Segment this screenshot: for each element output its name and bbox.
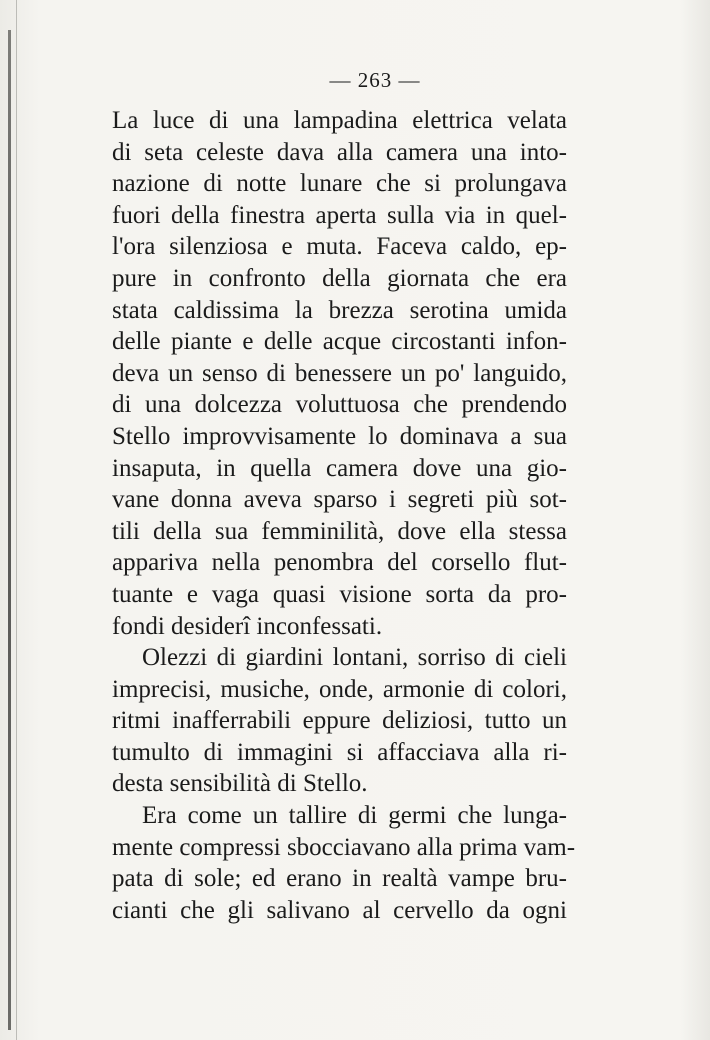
- text-line: tumulto di immagini si affacciava alla ri-: [112, 738, 567, 766]
- text-line: l'ora silenziosa e muta. Faceva caldo, ep-: [112, 233, 567, 261]
- binding-shadow: [16, 0, 17, 1040]
- text-line: deva un senso di benessere un po' languido,: [112, 359, 567, 387]
- text-line: ritmi inafferrabili eppure deliziosi, tutto un: [112, 707, 567, 735]
- paragraph-2: [112, 642, 567, 800]
- paragraph-1: [112, 105, 567, 642]
- text-line: appariva nella penombra del corsello flut-: [112, 549, 567, 577]
- text-line: fondi desiderî inconfessati.: [112, 612, 383, 640]
- text-line: stata caldissima la brezza serotina umida: [112, 296, 567, 324]
- text-line: Era come un tallire di germi che lunga-: [142, 802, 567, 830]
- page-number-text: — 263 —: [329, 68, 421, 92]
- text-line: Stello improvvisamente lo dominava a sua: [112, 422, 567, 450]
- text-line: insaputa, in quella camera dove una gio-: [112, 454, 567, 482]
- text-line: di una dolcezza voluttuosa che prendendo: [112, 391, 567, 419]
- text-line: pata di sole; ed erano in realtà vampe bru-: [112, 865, 567, 893]
- text-line: cianti che gli salivano al cervello da ogni: [112, 896, 567, 924]
- text-line: tili della sua femminilità, dove ella stessa: [112, 517, 567, 545]
- page-number: [0, 68, 710, 93]
- text-line: desta sensibilità di Stello.: [112, 770, 368, 798]
- body-text: [112, 105, 576, 926]
- text-line: tuante e vaga quasi visione sorta da pro-: [112, 580, 567, 608]
- text-line: delle piante e delle acque circostanti infon-: [112, 328, 567, 356]
- text-line: Olezzi di giardini lontani, sorriso di cieli: [142, 644, 567, 672]
- text-line: di seta celeste dava alla camera una into-: [112, 138, 567, 166]
- text-line: imprecisi, musiche, onde, armonie di colori,: [112, 675, 567, 703]
- text-line: mente compressi sbocciavano alla prima vam-: [112, 833, 576, 861]
- text-line: pure in confronto della giornata che era: [112, 264, 567, 292]
- text-line: La luce di una lampadina elettrica velata: [112, 107, 567, 134]
- paragraph-3: [112, 800, 576, 926]
- binding-edge: [8, 30, 11, 1030]
- text-line: fuori della finestra aperta sulla via in quel-: [112, 201, 567, 229]
- text-line: vane donna aveva sparso i segreti più sot-: [112, 486, 567, 514]
- text-line: nazione di notte lunare che si prolungava: [112, 170, 567, 198]
